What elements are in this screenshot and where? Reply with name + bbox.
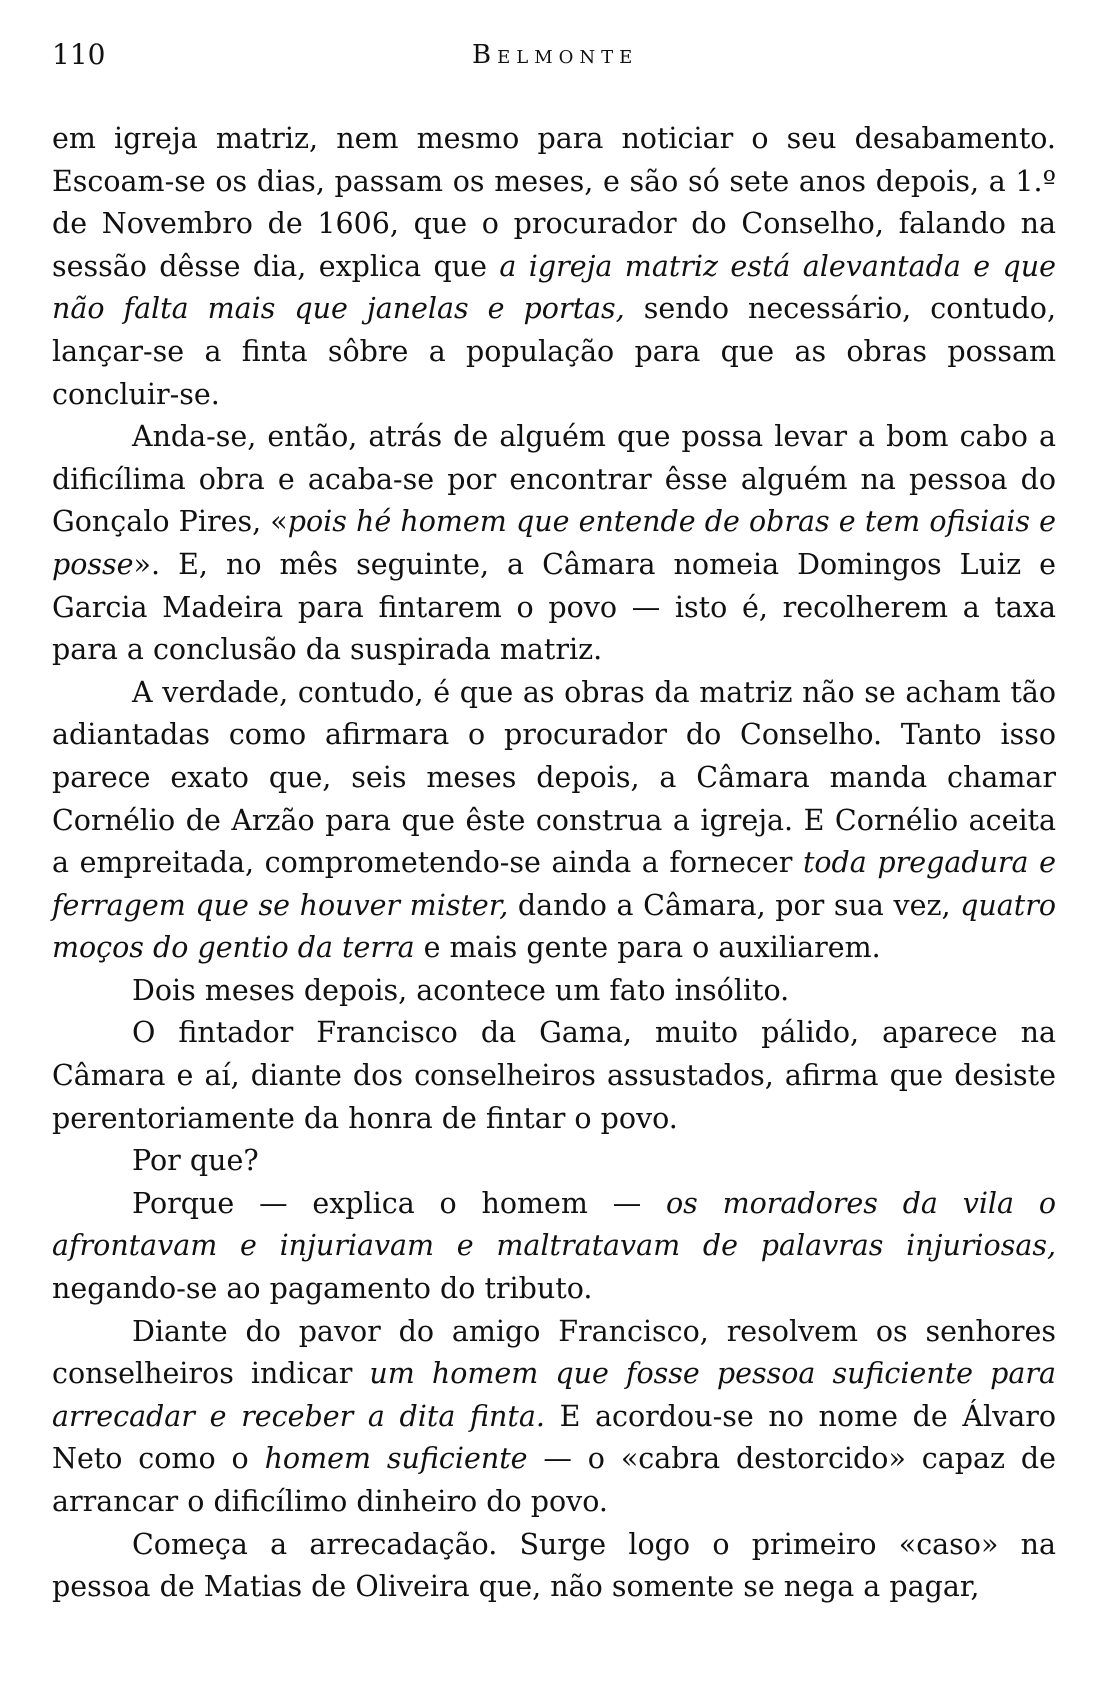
text-segment: e mais gente para o auxiliarem. xyxy=(414,931,881,965)
italic-quote: homem suficiente xyxy=(264,1442,528,1476)
text-segment: Diante do pavor do amigo Francisco, resolvem os senhores conselheiros indicar xyxy=(52,1314,1056,1391)
text-segment: ». E, no mês seguinte, a Câmara nomeia Domingos Luiz e Garcia Madeira para fintarem o povo — isto é, recolherem a taxa para a conclusão da suspirada matriz. xyxy=(52,547,1056,667)
running-title: Belmonte xyxy=(472,40,639,70)
page-number: 110 xyxy=(52,38,106,71)
text-segment: sendo necessário, contudo, lançar-se a finta sôbre a população para que as obras possam concluir-se. xyxy=(52,292,1056,411)
paragraph xyxy=(52,970,1056,1013)
text-segment: A verdade, contudo, é que as obras da matriz não se acham tão adiantadas como afirmara o procurador do Conselho. Tanto isso parece exato que, seis meses depois, a Câmara manda chamar Cornélio de Arzão para que êste construa a igreja. E Cornélio aceita a empreitada, comprometendo-se ainda a fornecer xyxy=(52,675,1056,880)
body-text xyxy=(52,118,1056,1609)
text-segment: Anda-se, então, atrás de alguém que possa levar a bom cabo a dificílima obra e acaba-se por encontrar êsse alguém na pessoa do Gonçalo Pires, « xyxy=(52,420,1056,539)
text-segment: Porque — explica o homem — xyxy=(132,1186,666,1220)
text-segment: Por que? xyxy=(132,1144,259,1178)
paragraph xyxy=(52,1524,1056,1609)
paragraph xyxy=(52,1311,1056,1524)
italic-quote: a igreja matriz está alevantada e que não falta mais que janelas e portas, xyxy=(52,249,1056,326)
text-segment: negando-se ao pagamento do tributo. xyxy=(52,1272,593,1306)
paragraph xyxy=(52,118,1056,416)
text-segment: E acordou-se no nome de Álvaro Neto como o xyxy=(52,1399,1057,1476)
text-segment: — o «cabra destorcido» capaz de arrancar o dificílimo dinheiro do povo. xyxy=(52,1442,1056,1518)
text-segment: dando a Câmara, por sua vez, xyxy=(508,888,961,922)
paragraph xyxy=(52,416,1056,672)
paragraph xyxy=(52,672,1056,970)
italic-quote: quatro moços do gentio da terra xyxy=(52,888,1056,965)
page-header xyxy=(52,38,1052,78)
text-segment: O fintador Francisco da Gama, muito pálido, aparece na Câmara e aí, diante dos conselheiros assustados, afirma que desiste perentoriamente da honra de fintar o povo. xyxy=(52,1016,1056,1135)
paragraph xyxy=(52,1140,1056,1183)
paragraph xyxy=(52,1183,1056,1311)
italic-quote: um homem que fosse pessoa suficiente para arrecadar e receber a dita finta. xyxy=(52,1357,1056,1433)
text-segment: Dois meses depois, acontece um fato insólito. xyxy=(132,973,790,1007)
text-segment: em igreja matriz, nem mesmo para noticiar o seu desabamento. Escoam-se os dias, passam os meses, e são só sete anos depois, a 1.º de Novembro de 1606, que o procurador do Conselho, falando na sessão dêsse dia, explica que xyxy=(52,122,1056,283)
paragraph xyxy=(52,1012,1056,1140)
text-segment: Começa a arrecadação. Surge logo o primeiro «caso» na pessoa de Matias de Oliveira que, não somente se nega a pagar, xyxy=(52,1527,1056,1604)
italic-quote: os moradores da vila o afrontavam e injuriavam e maltratavam de palavras injuriosas, xyxy=(52,1186,1056,1263)
italic-quote: pois hé homem que entende de obras e tem ofisiais e posse xyxy=(52,505,1056,581)
italic-quote: toda pregadura e ferragem que se houver mister, xyxy=(52,846,1057,922)
